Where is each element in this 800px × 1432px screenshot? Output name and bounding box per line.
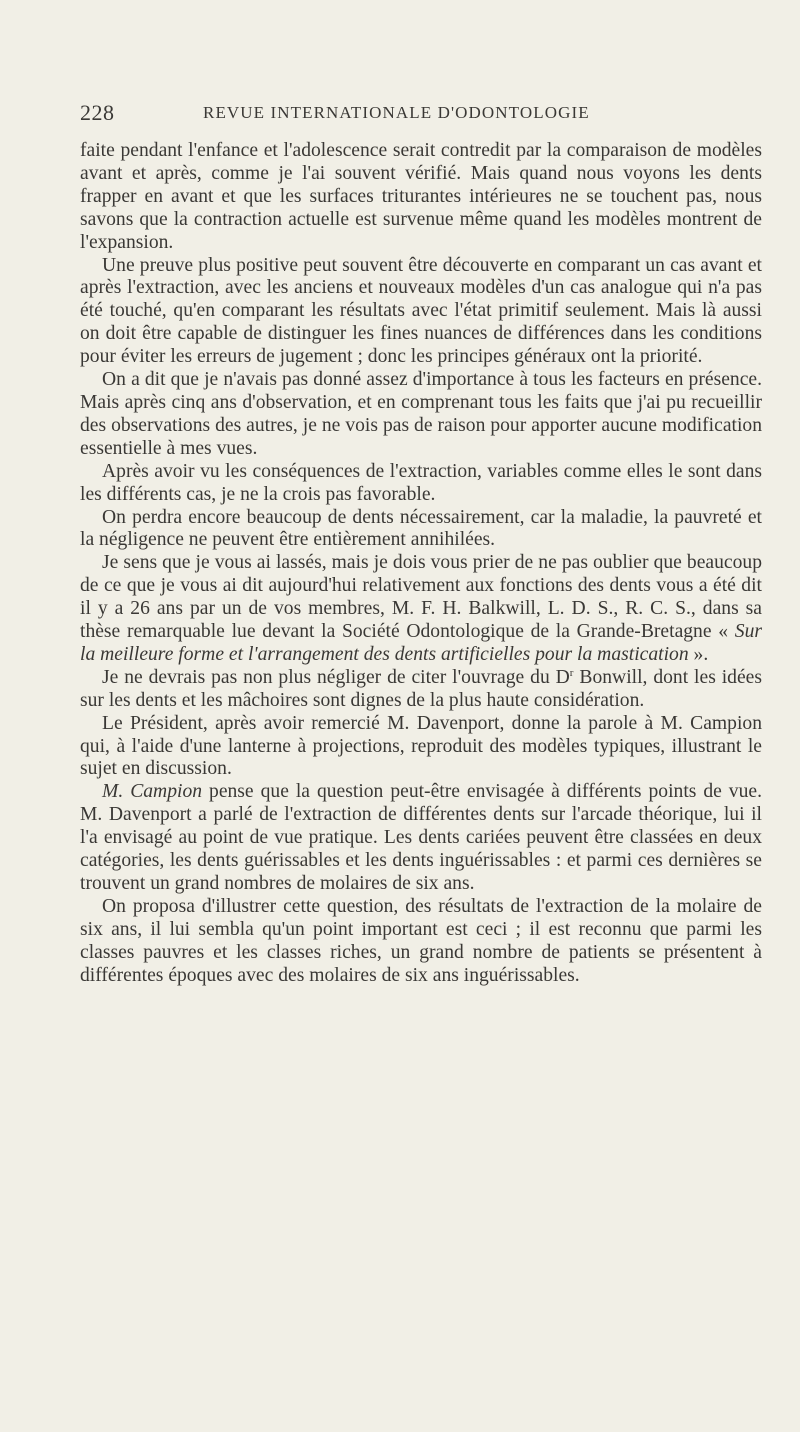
paragraph-2: Une preuve plus positive peut souvent être découverte en comparant un cas avant et après l'extraction, avec les anciens et nouveaux modèles d'un cas analogue qui n'a pas été touché, qu'en comparant les résultats avec l'état primitif seulement. Mais là aussi on doit être capable de distinguer les fines nuances de différences dans les conditions pour éviter les erreurs de jugement ; donc les principes généraux ont la priorité. [80, 254, 762, 368]
running-title: REVUE INTERNATIONALE D'ODONTOLOGIE [203, 103, 590, 122]
paragraph-10: On proposa d'illustrer cette question, des résultats de l'extraction de la molaire de six ans, il lui sembla qu'un point important est ceci ; il est reconnu que parmi les classes pauvres et les classes riches, un grand nombre de patients se présentent à différentes époques avec des molaires de six ans inguérissables. [80, 895, 762, 986]
doctor-abbrev-sup: r [569, 666, 574, 679]
page-header [80, 100, 762, 128]
paragraph-1: faite pendant l'enfance et l'adolescence serait contredit par la comparaison de modèles avant et après, comme je l'ai souvent vérifié. Mais quand nous voyons les dents frapper en avant et que les surfaces triturantes intérieures ne se touchent pas, nous savons que la contraction actuelle est survenue même quand les modèles montrent de l'expansion. [80, 140, 762, 253]
page-number: 228 [80, 100, 115, 125]
paragraph-7 [80, 667, 762, 713]
cited-title: Sur la meilleure forme et l'arrangement des dents artificielles pour la mastication [80, 621, 762, 665]
paragraph-6-end: ». [693, 643, 709, 665]
body-text [80, 140, 762, 988]
paragraph-9-text: pense que la question peut-être envisagée à différents points de vue. M. Davenport a parlé de l'extraction de différentes dents sur l'arcade théorique, lui il l'a envisagé au point de vue pratique. Les dents cariées peuvent être classées en deux catégories, les dents guérissables et les dents inguérissables : et parmi ces dernières se trouvent un grand nombres de molaires de six ans. [80, 781, 762, 894]
paragraph-9 [80, 781, 762, 896]
paragraph-4: Après avoir vu les conséquences de l'extraction, variables comme elles le sont dans les différents cas, je ne la crois pas favorable. [80, 460, 762, 505]
paragraph-8: Le Président, après avoir remercié M. Davenport, donne la parole à M. Campion qui, à l'aide d'une lanterne à projections, reproduit des modèles typiques, illustrant le sujet en discussion. [80, 712, 762, 780]
paragraph-6-text: Je sens que je vous ai lassés, mais je dois vous prier de ne pas oublier que beaucoup de ce que je vous ai dit aujourd'hui relativement aux fonctions des dents vous a été dit il y a 26 ans par un de vos membres, M. F. H. Balkwill, L. D. S., R. C. S., dans sa thèse remarquable lue devant la Société Odontologique de la Grande-Bretagne « [80, 552, 762, 643]
speaker-name: M. Campion [102, 781, 203, 803]
paragraph-3: On a dit que je n'avais pas donné assez d'importance à tous les facteurs en présence. Mais après cinq ans d'observation, et en comprenant tous les faits que j'ai pu recueillir des observations des autres, je ne vois pas de raison pour apporter aucune modification essentielle à mes vues. [80, 369, 762, 459]
paragraph-7-text: Je ne devrais pas non plus négliger de citer l'ouvrage du D [102, 666, 570, 688]
paragraph-5: On perdra encore beaucoup de dents nécessairement, car la maladie, la pauvreté et la négligence ne peuvent être entièrement annihilées. [80, 506, 762, 551]
paragraph-7-end: Bonwill, dont les idées sur les dents et les mâchoires sont dignes de la plus haute considération. [80, 666, 762, 711]
paragraph-6 [80, 552, 762, 667]
